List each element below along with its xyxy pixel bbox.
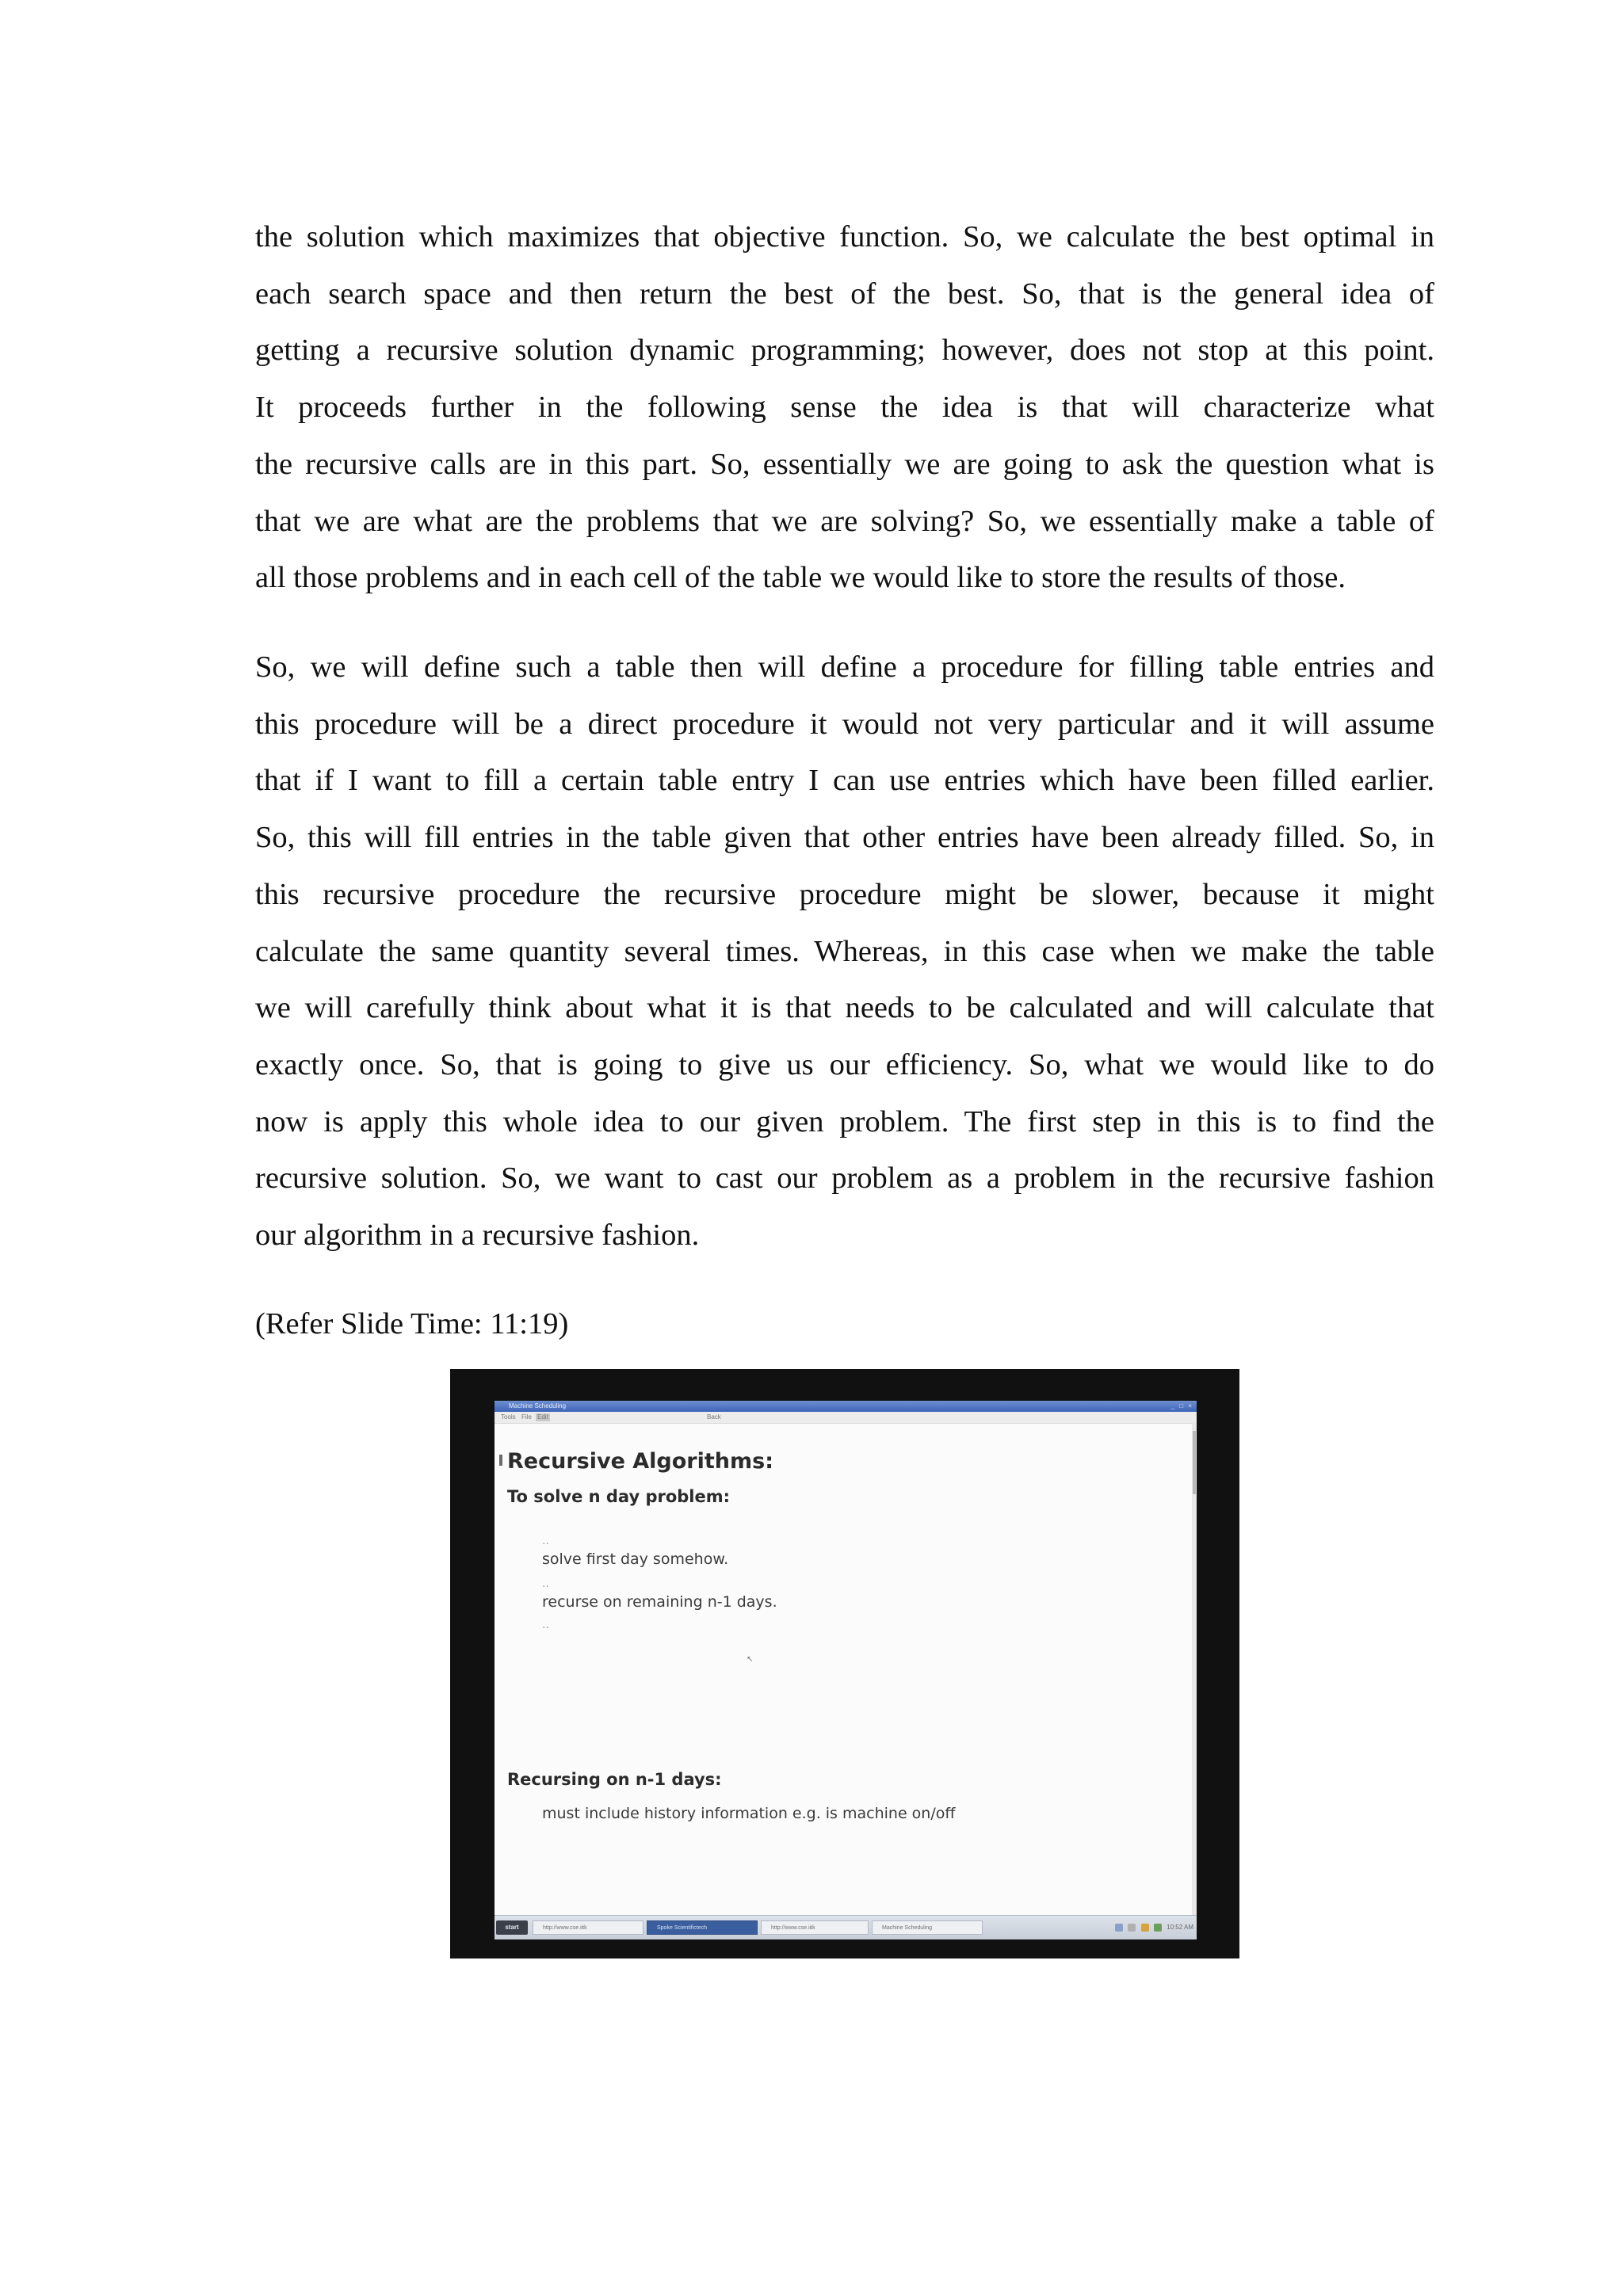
text-line: our algorithm in a recursive fashion.: [255, 1219, 700, 1253]
taskbar-item: http://www.cse.iitk: [533, 1920, 643, 1935]
text-line: So, we will define such a table then will define a procedure for filling table entries and: [255, 650, 1434, 684]
slide-history-note: must include history information e.g. is machine on/off: [542, 1805, 956, 1822]
menu-item-edit: Edit: [537, 1413, 548, 1421]
refer-slide-label: (Refer Slide Time: 11:19): [255, 1307, 569, 1341]
slide-window: [495, 1401, 1197, 1939]
slide-title: Recursive Algorithms:: [507, 1449, 774, 1474]
slide-dots: ..: [542, 1577, 549, 1590]
slide-subtitle-2: Recursing on n-1 days:: [507, 1770, 722, 1789]
tray-clock: 10:52 AM: [1167, 1924, 1193, 1931]
window-titlebar: [495, 1401, 1197, 1412]
slide-step-1: solve first day somehow.: [542, 1550, 729, 1568]
slide-screenshot: [450, 1369, 1239, 1958]
menu-item-file: File: [521, 1413, 532, 1421]
menu-item-tools: Tools: [501, 1413, 516, 1421]
tray-app-icon: [1141, 1924, 1149, 1932]
title-marker: [499, 1455, 502, 1466]
text-line: recursive solution. So, we want to cast our problem as a problem in the recursive fashion: [255, 1161, 1434, 1196]
text-line: getting a recursive solution dynamic programming; however, does not stop at this point.: [255, 334, 1434, 368]
text-line: that if I want to fill a certain table entry I can use entries which have been filled earlier.: [255, 764, 1434, 798]
cursor-icon: ↖: [747, 1655, 754, 1664]
slide-subtitle: To solve n day problem:: [507, 1487, 731, 1506]
refer-slide-time: [255, 1296, 1434, 1353]
paragraph-2: [255, 639, 1434, 1264]
start-button: start: [496, 1920, 528, 1935]
text-line: calculate the same quantity several times. Whereas, in this case when we make the table: [255, 934, 1434, 968]
text-line: we will carefully think about what it is that needs to be calculated and will calculate that: [255, 991, 1434, 1025]
text-line: each search space and then return the best of the best. So, that is the general idea of: [255, 277, 1434, 311]
slide-dots: ..: [542, 1535, 549, 1547]
window-menubar: [495, 1412, 1197, 1424]
tray-app-icon: [1154, 1924, 1162, 1932]
slide-step-2: recurse on remaining n-1 days.: [542, 1593, 777, 1611]
text-line: the recursive calls are in this part. So, essentially we are going to ask the question what is: [255, 447, 1434, 481]
tray-volume-icon: [1128, 1924, 1136, 1932]
slide-dots: ..: [542, 1619, 549, 1631]
tray-network-icon: [1115, 1924, 1123, 1932]
text-line: It proceeds further in the following sense the idea is that will characterize what: [255, 391, 1434, 425]
text-line: this recursive procedure the recursive procedure might be slower, because it might: [255, 877, 1434, 911]
scrollbar-thumb: [1193, 1431, 1196, 1494]
window-controls: _ □ ×: [1170, 1402, 1193, 1409]
text-line: that we are what are the problems that we are solving? So, we essentially make a table of: [255, 504, 1434, 538]
paragraph-1: [255, 209, 1434, 607]
window-scrollbar: [1192, 1423, 1197, 1916]
window-taskbar: [495, 1915, 1197, 1939]
taskbar-item: http://www.cse.iitk: [761, 1920, 869, 1935]
text-line: So, this will fill entries in the table given that other entries have been already filled. So, in: [255, 821, 1434, 855]
text-line: exactly once. So, that is going to give us our efficiency. So, what we would like to do: [255, 1047, 1434, 1081]
text-line: now is apply this whole idea to our given problem. The first step in this is to find the: [255, 1104, 1434, 1138]
text-line: all those problems and in each cell of the table we would like to store the results of those.: [255, 561, 1346, 595]
slide-content: [495, 1423, 1192, 1916]
menu-item-back: Back: [707, 1413, 721, 1421]
taskbar-item: Machine Scheduling: [872, 1920, 983, 1935]
text-line: this procedure will be a direct procedure it would not very particular and it will assume: [255, 707, 1434, 741]
taskbar-item-active: Spoke Scientifictech: [647, 1920, 758, 1935]
system-tray: [1035, 1920, 1193, 1935]
window-title: Machine Scheduling: [509, 1402, 567, 1409]
text-line: the solution which maximizes that objective function. So, we calculate the best optimal in: [255, 220, 1434, 254]
